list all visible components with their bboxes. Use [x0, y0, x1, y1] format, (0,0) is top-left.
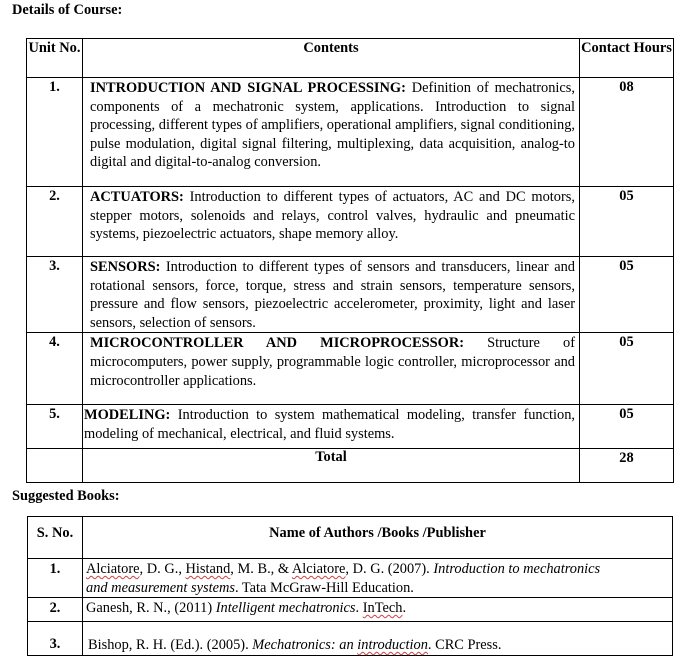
book-publisher: InTech: [362, 600, 403, 616]
unit-number: 5.: [27, 405, 83, 449]
book-title: and measurement systems: [86, 579, 235, 596]
unit-topic: ACTUATORS:: [90, 189, 184, 205]
book-author-squiggle: Alciatore: [86, 561, 140, 577]
course-row-3: [27, 257, 674, 333]
course-row-1: [27, 78, 674, 187]
book-row-1: [28, 559, 673, 598]
contents-header: Contents: [83, 39, 580, 78]
book-title: Mechatronics: an: [252, 637, 358, 653]
suggested-books-table: [27, 516, 673, 656]
book-author-text: , M. B., &: [230, 561, 292, 577]
book-separator: .: [355, 600, 363, 616]
book-publisher: . Tata McGraw-Hill Education.: [234, 579, 414, 596]
contact-hours-header: Contact Hours: [580, 39, 674, 78]
unit-hours: 05: [580, 405, 674, 449]
unit-number: 2.: [27, 187, 83, 257]
suggested-books-heading: Suggested Books:: [12, 488, 120, 504]
book-reference: [83, 598, 673, 622]
unit-contents: [83, 333, 580, 405]
book-sno: 2.: [28, 598, 83, 622]
unit-hours: 05: [580, 187, 674, 257]
unit-topic: MICROCONTROLLER AND MICROPROCESSOR:: [90, 335, 465, 352]
book-authors: Ganesh, R. N., (2011): [86, 600, 216, 616]
course-row-4: [27, 333, 674, 405]
unit-hours: 08: [580, 78, 674, 187]
total-empty-cell: [27, 449, 83, 483]
unit-topic: INTRODUCTION AND SIGNAL PROCESSING:: [90, 80, 406, 96]
book-author-text: , D. G.,: [139, 561, 186, 577]
book-title: Introduction to mechatronics: [433, 561, 601, 577]
book-author-squiggle: Histand: [185, 561, 231, 577]
sno-header: S. No.: [28, 517, 83, 559]
course-details-heading: Details of Course:: [12, 2, 123, 18]
unit-description: Definition of mechatronics, components of a mechatronic system, applications. Introduction to signal processing, different types of amplifiers, operational amplifiers, signal conditioning, pulse modulation, digital signal filtering, multiplexing, data acquisition, analog-to digital and digital-to-analog conversion.: [90, 80, 575, 171]
unit-number: 3.: [27, 257, 83, 333]
course-total-row: [27, 449, 674, 483]
course-row-2: [27, 187, 674, 257]
unit-contents: [83, 257, 580, 333]
total-label: Total: [83, 449, 580, 483]
unit-contents: [83, 187, 580, 257]
books-table-header: [28, 517, 673, 559]
unit-contents: [83, 405, 580, 449]
book-reference: [83, 559, 673, 598]
unit-no-header: Unit No.: [27, 39, 83, 78]
book-name-header: Name of Authors /Books /Publisher: [83, 517, 673, 559]
course-row-5: [27, 405, 674, 449]
book-publisher: . CRC Press.: [427, 637, 502, 653]
book-authors: Bishop, R. H. (Ed.). (2005).: [88, 637, 253, 653]
unit-hours: 05: [580, 257, 674, 333]
book-end: .: [402, 600, 407, 616]
total-hours: 28: [580, 449, 674, 483]
book-author-text: , D. G. (2007).: [345, 561, 434, 577]
book-sno: 1.: [28, 559, 83, 598]
book-row-2: [28, 598, 673, 622]
book-title-squiggle: introduction: [357, 637, 428, 653]
book-sno: 3.: [28, 622, 83, 656]
unit-hours: 05: [580, 333, 674, 405]
course-details-table: [26, 38, 674, 483]
book-author-squiggle: Alciatore: [291, 561, 346, 577]
unit-contents: [83, 78, 580, 187]
book-row-3: [28, 622, 673, 656]
book-reference: [83, 622, 673, 656]
unit-topic: MODELING:: [84, 407, 171, 424]
unit-description: Introduction to system mathematical modeling, transfer function, modeling of mechanical, electrical, and fluid systems.: [84, 407, 575, 442]
unit-description: Structure of microcomputers, power supply, programmable logic controller, microprocessor and microcontroller applications.: [90, 335, 575, 389]
unit-number: 1.: [27, 78, 83, 187]
unit-description: Introduction to different types of sensors and transducers, linear and rotational sensors, force, torque, stress and strain sensors, temperature sensors, pressure and flow sensors, piezoelectric accelerometer, proximity, light and laser sensors, selection of sensors.: [90, 259, 575, 331]
unit-topic: SENSORS:: [90, 259, 161, 275]
book-title: Intelligent mechatronics: [215, 600, 356, 616]
unit-number: 4.: [27, 333, 83, 405]
unit-description: Introduction to different types of actuators, AC and DC motors, stepper motors, solenoids and relays, control valves, hydraulic and pneumatic systems, piezoelectric actuators, shape memory alloy.: [90, 189, 575, 243]
course-table-header: [27, 39, 674, 78]
